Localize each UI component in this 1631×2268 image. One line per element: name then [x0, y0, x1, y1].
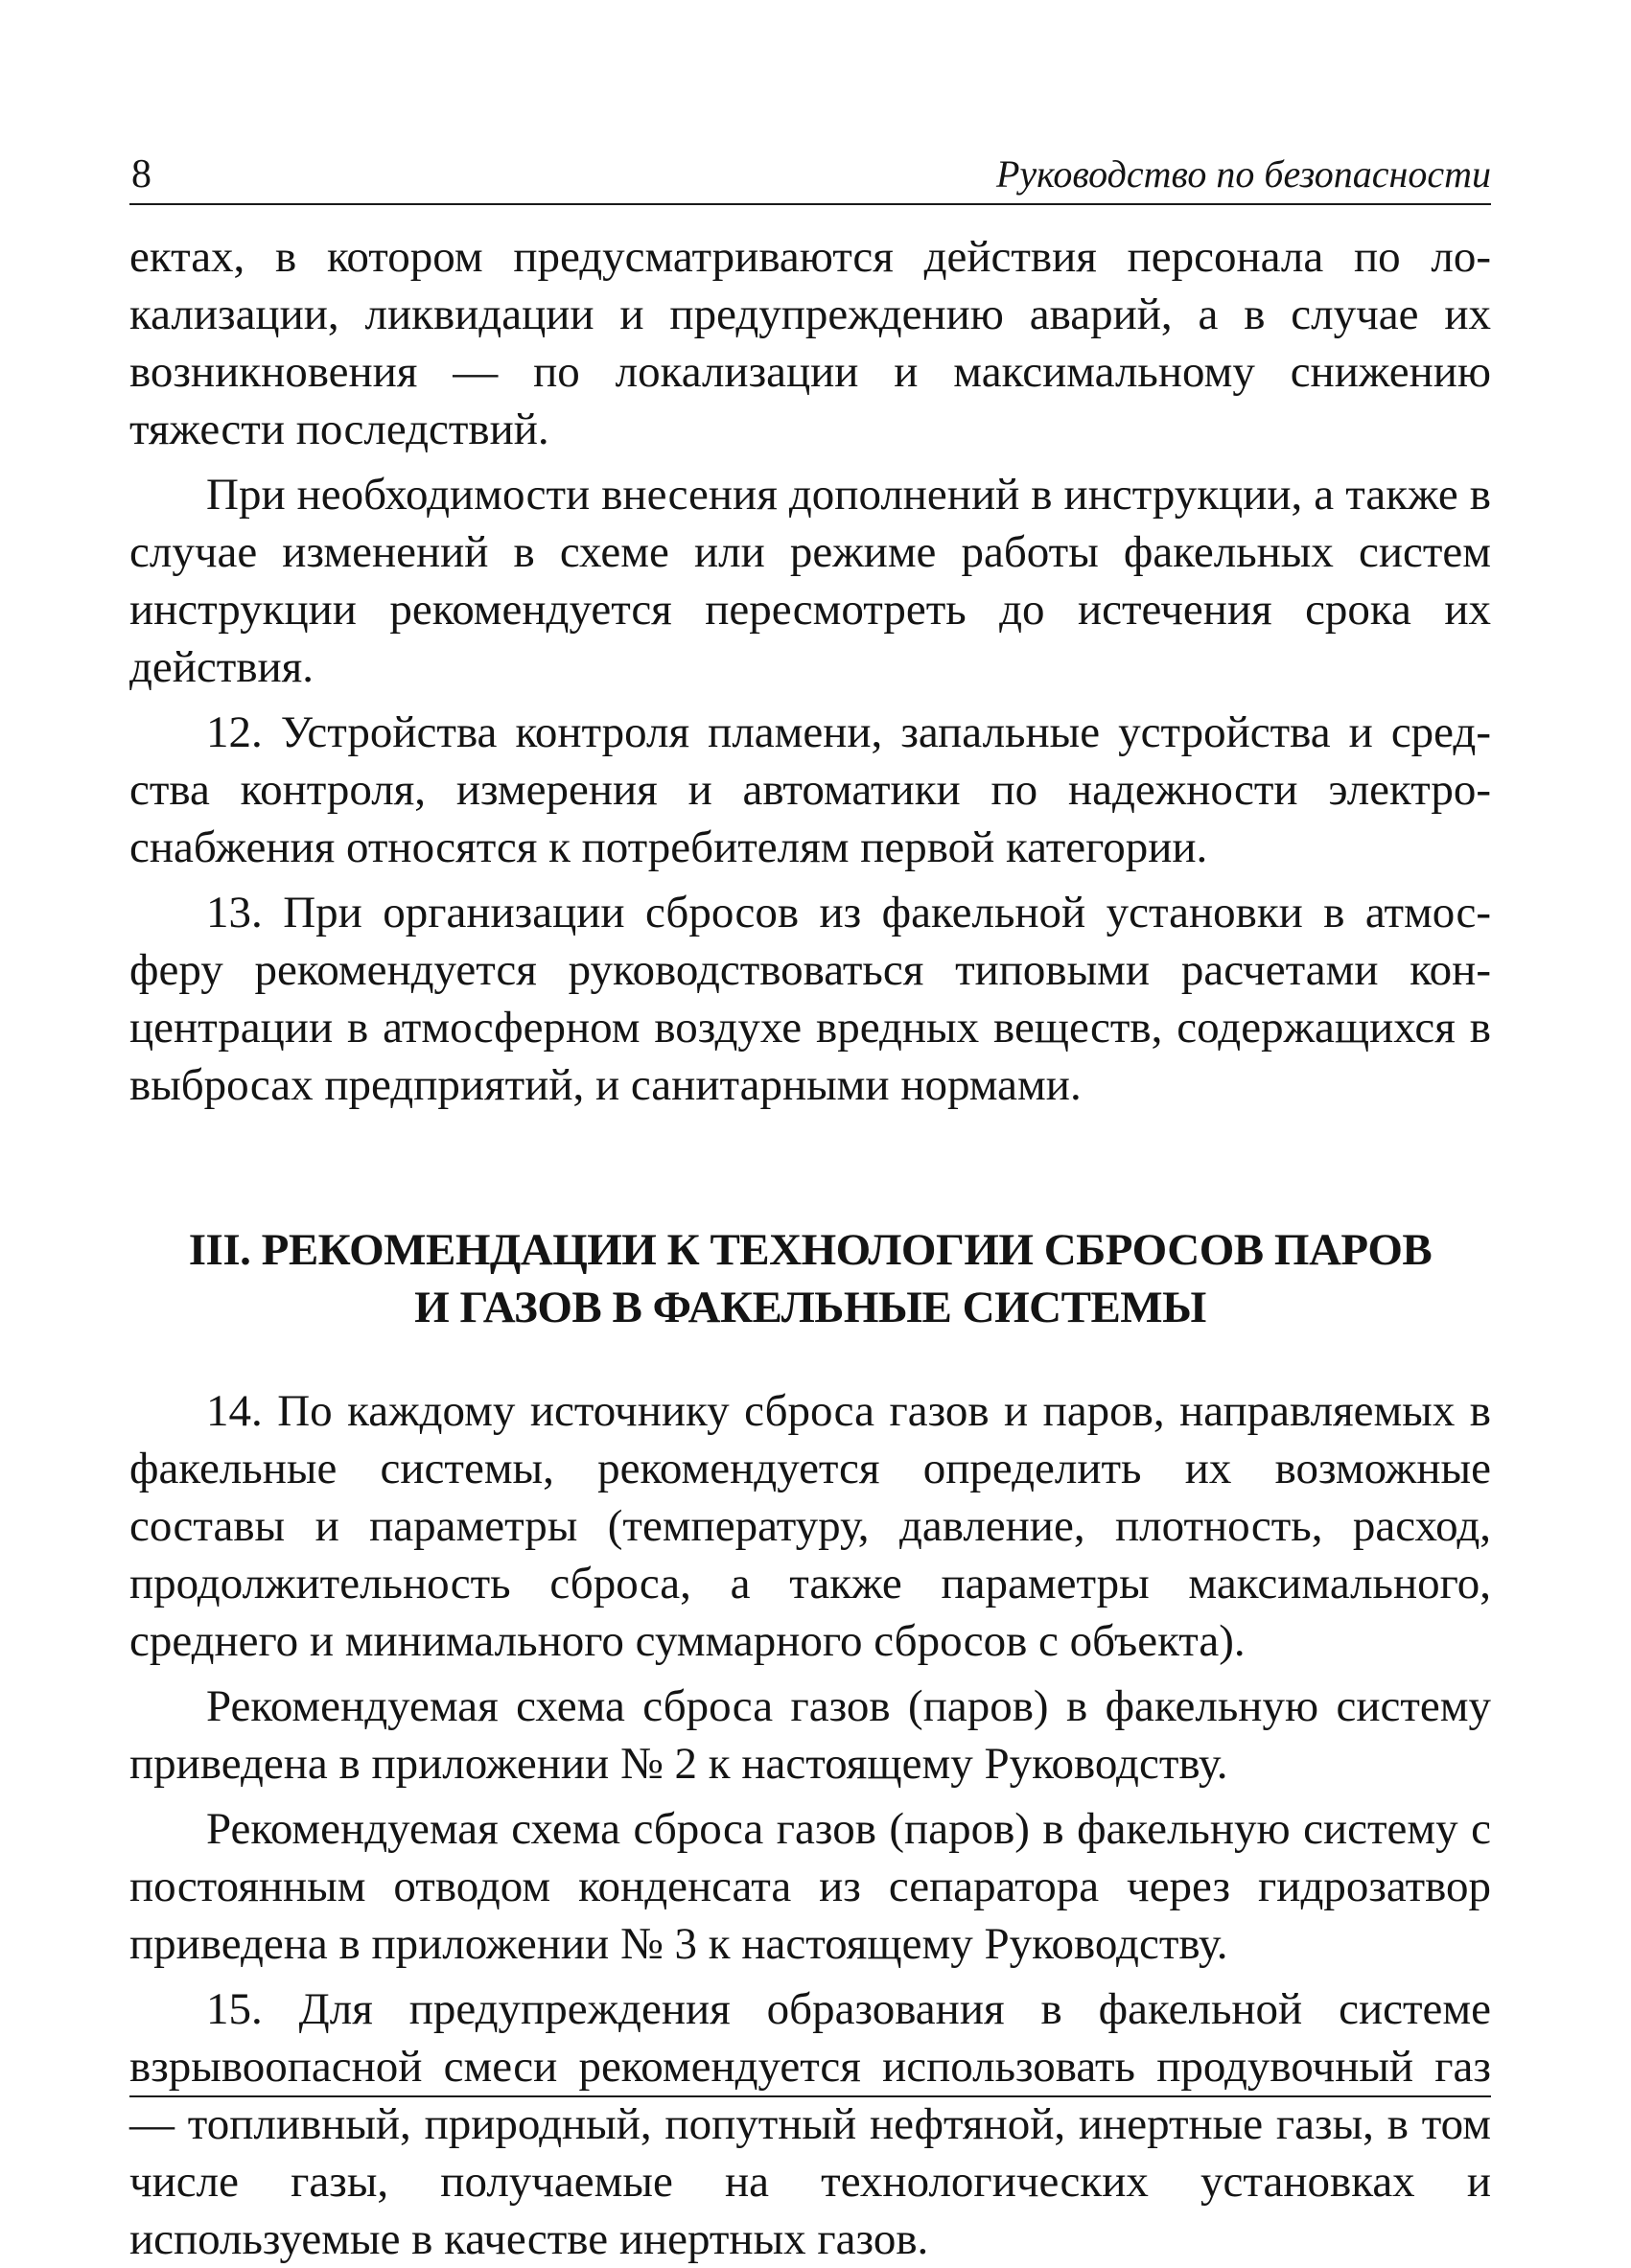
paragraph-item-13: 13. При организации сбросов из факельной установки в атмосферу рекомендуется руководствоваться типовыми расчетами концентрации в атмосферном воздухе вредных веществ, содержащихся в выбросах предприятий, и санитарными нормами. [129, 888, 1491, 1110]
section-heading [129, 1221, 1491, 1336]
body-text [129, 228, 1491, 2268]
section-heading-line-2: И ГАЗОВ В ФАКЕЛЬНЫЕ СИСТЕМЫ [414, 1283, 1206, 1332]
paragraph-continuation: ектах, в котором предусматриваются действия персонала по локализации, ликвидации и предупреждению аварий, а в случае их возникновения — по локализации и максимальному снижению тяжести последствий. [129, 232, 1491, 454]
section-heading-line-1: III. РЕКОМЕНДАЦИИ К ТЕХНОЛОГИИ СБРОСОВ ПАРОВ [188, 1225, 1433, 1275]
paragraph-item-14: 14. По каждому источнику сброса газов и паров, направляемых в факельные системы, рекомендуется определить их возможные составы и параметры (температуру, давление, плотность, расход, продолжительность сброса, а также параметры максимального, среднего и минимального суммарного сбросов с объекта). [129, 1386, 1491, 1666]
paragraph-appendix-2: Рекомендуемая схема сброса газов (паров) в факельную систему приведена в приложении № 2 к настоящему Руководству. [129, 1681, 1491, 1789]
paragraph-item-12: 12. Устройства контроля пламени, запальные устройства и средства контроля, измерения и автоматики по надежности электроснабжения относятся к потребителям первой категории. [129, 707, 1491, 872]
page-number: 8 [131, 152, 151, 197]
paragraph-appendix-3: Рекомендуемая схема сброса газов (паров) в факельную систему с постоянным отводом конденсата из сепаратора через гидрозатвор приведена в приложении № 3 к настоящему Руководству. [129, 1804, 1491, 1969]
document-page [129, 144, 1491, 2268]
bottom-rule [129, 2095, 1491, 2097]
paragraph-item-15: 15. Для предупреждения образования в факельной системе взрывоопасной смеси рекомендуется использовать продувочный газ — топливный, природный, попутный нефтяной, инертные газы, в том числе газы, получаемые на технологических установках и используемые в качестве инертных газов. [129, 1984, 1491, 2264]
running-title: Руководство по безопасности [995, 152, 1491, 196]
running-header [129, 144, 1491, 205]
paragraph-instructions-revision: При необходимости внесения дополнений в инструкции, а также в случае изменений в схеме или режиме работы факельных систем инструкции рекомендуется пересмотреть до истечения срока их действия. [129, 470, 1491, 692]
